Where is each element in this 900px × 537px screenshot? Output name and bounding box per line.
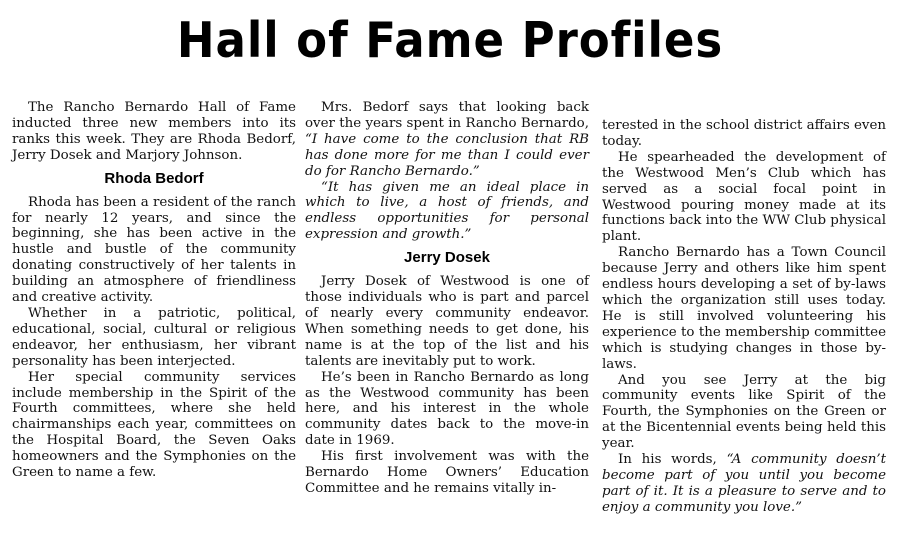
page-headline: Hall of Fame Profiles xyxy=(176,12,724,69)
article-column-1 xyxy=(12,100,296,481)
bedorf-paragraph-1: Rhoda has been a resident of the ranch for nearly 12 years, and since the beginning, she has been active in the hustle and bustle of the community donating constructively of her talents in building an atmosphere of friendliness and creative activity. xyxy=(12,194,296,306)
dosek-paragraph-6: And you see Jerry at the big community events like Spirit of the Fourth, the Symphonies on the Green or at the Bicentennial events being held this year. xyxy=(602,372,886,452)
section-heading-rhoda-bedorf: Rhoda Bedorf xyxy=(104,169,204,187)
bedorf-quote-lead: Mrs. Bedorf says that looking back over the years spent in Rancho Bernardo, xyxy=(305,100,589,131)
bedorf-quote-1: “I have come to the conclusion that RB has done more for me than I could ever do for Rancho Bernardo.” xyxy=(305,131,589,179)
dosek-paragraph-4: He spearheaded the development of the Westwood Men’s Club which has served as a social focal point in Westwood pouring money made at its functions back into the WW Club physical plant. xyxy=(602,149,886,245)
dosek-quote-lead: In his words, xyxy=(618,452,717,468)
dosek-paragraph-3: His first involvement was with the Bernardo Home Owners’ Education Committee and he remains vitally in- xyxy=(305,449,589,496)
dosek-continued-paragraph: terested in the school district affairs even today. xyxy=(602,118,886,149)
dosek-quote: “A community doesn’t become part of you until you become part of it. It is a pleasure to serve and to enjoy a community you love.” xyxy=(602,452,886,515)
dosek-paragraph-2: He’s been in Rancho Bernardo as long as the Westwood community has been here, and his interest in the whole community dates back to the move-in date in 1969. xyxy=(305,369,589,449)
bedorf-paragraph-3: Her special community services include membership in the Spirit of the Fourth committees, where she held chairmanships each year, committees on the Hospital Board, the Seven Oaks homeowners and the Symphonies on the Green to name a few. xyxy=(12,369,296,481)
bedorf-quote-paragraph xyxy=(305,100,589,180)
dosek-paragraph-5: Rancho Bernardo has a Town Council because Jerry and others like him spent endless hours developing a set of by-laws which the organization still uses today. He is still involved volunteering his experience to the membership committee which is studying changes in those by-laws. xyxy=(602,245,886,372)
article-column-3 xyxy=(602,118,886,516)
article-column-2 xyxy=(305,100,589,497)
bedorf-paragraph-2: Whether in a patriotic, political, educational, social, cultural or religious endeavor, her enthusiasm, her vibrant personality has been interjected. xyxy=(12,305,296,369)
section-heading-jerry-dosek: Jerry Dosek xyxy=(404,249,490,267)
dosek-quote-paragraph xyxy=(602,452,886,516)
dosek-paragraph-1: Jerry Dosek of Westwood is one of those individuals who is part and parcel of nearly every community endeavor. When something needs to get done, his name is at the top of the list and his talents are inevitably put to work. xyxy=(305,274,589,369)
intro-paragraph: The Rancho Bernardo Hall of Fame inducted three new members into its ranks this week. They are Rhoda Bedorf, Jerry Dosek and Marjory Johnson. xyxy=(12,100,296,163)
bedorf-quote-2: “It has given me an ideal place in which to live, a host of friends, and endless opportunities for personal expression and growth.” xyxy=(305,179,589,243)
